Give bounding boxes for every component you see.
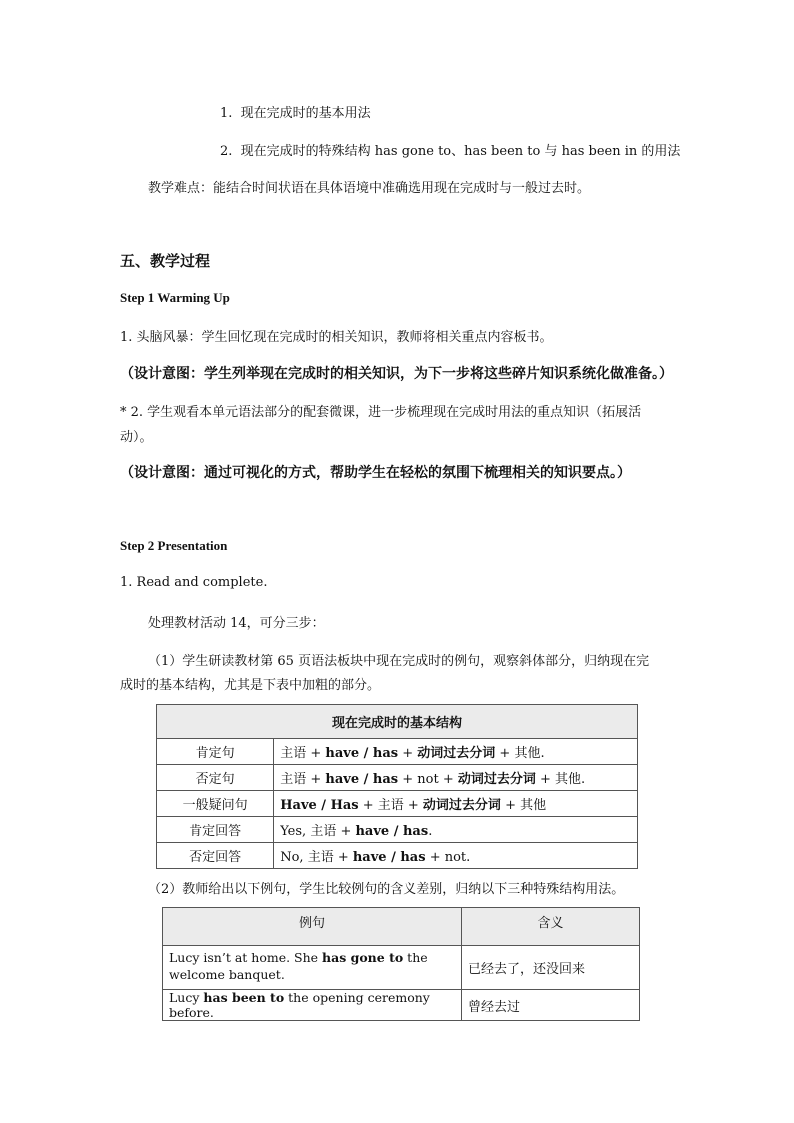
list-number: 1. xyxy=(220,106,233,121)
table-row xyxy=(157,791,638,817)
focus-item-text: 现在完成时的特殊结构 has gone to、has been to 与 has been in 的用法 xyxy=(240,144,681,159)
example-meaning: 曾经去过 xyxy=(462,990,640,1021)
row-structure: 主语 + have / has + not + 动词过去分词 + 其他. xyxy=(274,765,638,791)
row-structure: Have / Has + 主语 + 动词过去分词 + 其他 xyxy=(274,791,638,817)
step1-design-intent-2: （设计意图：通过可视化的方式，帮助学生在轻松的氛围下梳理相关的知识要点。） xyxy=(120,465,631,481)
table-row xyxy=(163,946,640,990)
focus-item-1 xyxy=(220,102,371,121)
step1-activity-1: 1. 头脑风暴：学生回忆现在完成时的相关知识，教师将相关重点内容板书。 xyxy=(120,330,553,345)
example-sentence: Lucy isn’t at home. She has gone to the welcome banquet. xyxy=(163,946,462,990)
row-structure: 主语 + have / has + 动词过去分词 + 其他. xyxy=(274,739,638,765)
list-number: 2. xyxy=(220,144,233,159)
row-structure: Yes, 主语 + have / has. xyxy=(274,817,638,843)
example-sentence: Lucy has been to the opening ceremony before. xyxy=(163,990,462,1021)
step1-title: Step 1 Warming Up xyxy=(120,290,230,305)
header-meaning: 含义 xyxy=(462,908,640,946)
row-label: 一般疑问句 xyxy=(157,791,274,817)
row-label: 否定句 xyxy=(157,765,274,791)
focus-item-2 xyxy=(220,140,680,159)
step1-design-intent-1: （设计意图：学生列举现在完成时的相关知识，为下一步将这些碎片知识系统化做准备。） xyxy=(120,366,673,382)
step2-intro: 处理教材活动 14，可分三步： xyxy=(148,616,325,631)
teaching-difficulty: 教学难点：能结合时间状语在具体语境中准确选用现在完成时与一般过去时。 xyxy=(148,181,591,196)
step2-part2: （2）教师给出以下例句，学生比较例句的含义差别，归纳以下三种特殊结构用法。 xyxy=(148,882,625,897)
structure-table xyxy=(156,704,638,869)
table-row xyxy=(157,765,638,791)
step1-activity-2-line1: * 2. 学生观看本单元语法部分的配套微课，进一步梳理现在完成时用法的重点知识（拓展活 xyxy=(120,405,642,420)
table-row xyxy=(157,843,638,869)
example-meaning: 已经去了，还没回来 xyxy=(462,946,640,990)
table-row xyxy=(157,817,638,843)
step2-activity-1: 1. Read and complete. xyxy=(120,575,268,590)
example-table xyxy=(162,907,640,1021)
section-title: 五、教学过程 xyxy=(120,252,211,270)
step2-part1-line1: （1）学生研读教材第 65 页语法板块中现在完成时的例句，观察斜体部分，归纳现在完 xyxy=(148,654,650,669)
step2-part1-line2: 成时的基本结构，尤其是下表中加粗的部分。 xyxy=(120,678,381,693)
table-row xyxy=(163,990,640,1021)
structure-table-title: 现在完成时的基本结构 xyxy=(157,705,638,739)
step2-title: Step 2 Presentation xyxy=(120,538,228,553)
row-label: 肯定回答 xyxy=(157,817,274,843)
step1-activity-2-line2: 动）。 xyxy=(120,430,153,445)
focus-item-text: 现在完成时的基本用法 xyxy=(240,106,371,121)
table-row xyxy=(157,739,638,765)
row-label: 否定回答 xyxy=(157,843,274,869)
header-example: 例句 xyxy=(163,908,462,946)
row-structure: No, 主语 + have / has + not. xyxy=(274,843,638,869)
row-label: 肯定句 xyxy=(157,739,274,765)
